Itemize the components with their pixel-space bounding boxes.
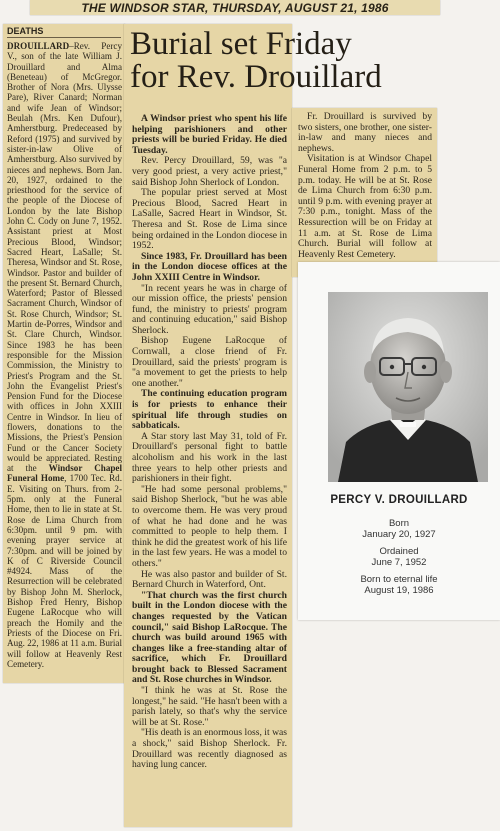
- article-paragraph: Fr. Drouillard is survived by two sisters, one brother, one sister-in-law and many nieces and nephews.: [298, 111, 432, 154]
- eternal-life-label: Born to eternal life: [360, 574, 438, 585]
- article-body: [132, 114, 287, 771]
- death-notice-text: [7, 41, 122, 669]
- born-date: January 20, 1927: [362, 529, 436, 540]
- article-lead: A Windsor priest who spent his life helping parishioners and other priests will be buried Friday. He died Tuesday.: [132, 113, 287, 156]
- article-continuation-clipping: [292, 108, 437, 277]
- death-notice-body: –Rev. Percy V., son of the late William J. Drouillard and Alma (Beneteau) of McGregor. Brother of Nora (Mrs. Ulysse Pare), River Canard; Norman and wife Jean of Windsor; Beulah (Mrs. Ken Dufour), Amherstburg. Predeceased by Reford (1975) and survived by sister-in-law Olive of Amherstburg. Also survived by nieces and nephews. Born Jan. 20, 1927, ordained to the priesthood for the service of the people of the Diocese of London by the late Bishop John C. Cody on June 7, 1952. Assistant priest at Most Precious Blood, Windsor; Sacred Heart, LaSalle; St. Theresa, Windsor and St. Rose, Windsor. Pastor and builder of the present St. Bernard Church, Waterford; Pastor of Blessed Sacrament Church, Windsor of St. Rose Church, Windsor; St. Martin de-Porres, Windsor and St. Clare Church, Windsor. Since 1983 he has been responsible for the Mission Commission, the Ministry to Priest's Program and the St. John the Evangelist Priest's Pension Fund for the Diocese with offices in John XXIII Centre in Windsor. In lieu of flowers, donations to the Missions, the Priest's Pension Fund or the Cancer Society would be appreciated. Resting at the: [7, 41, 122, 474]
- death-notice-clipping: [3, 24, 125, 683]
- article-headline: [130, 28, 420, 94]
- death-notice-name: DROUILLARD: [7, 41, 70, 51]
- article-paragraph: Since 1983, Fr. Drouillard has been in the London diocese offices at the John XXIII Centre in Windsor.: [132, 250, 287, 283]
- article-paragraph: Bishop Eugene LaRocque of Cornwall, a close friend of Fr. Drouillard, said the priests' program is "a movement to get the priests to help one another.": [132, 335, 287, 389]
- article-paragraph: "He had some personal problems," said Bishop Sherlock, "but he was able to overcome them. He was very proud of what he had done and he was committed to people to help them. I think he did the greatest work of his life in the last few years. He was a model to others.": [132, 483, 287, 569]
- deaths-section-label: DEATHS: [7, 26, 121, 38]
- masthead-strip: [30, 0, 440, 15]
- memorial-card: [298, 262, 500, 620]
- article-continuation-body: [298, 112, 432, 260]
- article-paragraph: "His death is an enormous loss, it was a shock," said Bishop Sherlock. Fr. Drouillard was recently diagnosed as having lung cancer.: [132, 727, 287, 771]
- article-paragraph: He was also pastor and builder of St. Bernard Church in Waterford, Ont.: [132, 568, 287, 591]
- born-label: Born: [388, 518, 410, 529]
- article-paragraph: Visitation is at Windsor Chapel Funeral Home from 2 p.m. to 5 p.m. today. He will be at St. Rose de Lima Church from 6:30 p.m. until 9 p.m. with evening prayer at 7:30 p.m., tonight. Mass of the Ressurection will be on Friday at 11 a.m. at St. Rose de Lima Church. Burial will follow at Heavenly Rest Cemetery.: [298, 153, 432, 260]
- article-paragraph: The popular priest served at Most Precious Blood, Sacred Heart in LaSalle, Sacred Heart in Windsor, St. Theresa and St. Rose de Lima since being ordained in the London diocese in 1952.: [132, 187, 287, 252]
- ordained-label: Ordained: [379, 546, 419, 557]
- article-paragraph: "In recent years he was in charge of our mission office, the priests' pension fund, the ministry to priests' program and continuing education," said Bishop Sherlock.: [132, 282, 287, 336]
- memorial-name: PERCY V. DROUILLARD: [330, 494, 468, 506]
- article-paragraph: "I think he was at St. Rose the longest," he said. "He hasn't been with a parish lately, so that's why the service will be at St. Rose.": [132, 685, 287, 728]
- article-paragraph: "That church was the first church built in the London diocese with the changes requested by the Vatican council," said Bishop LaRocque. The church was build around 1965 with changes like a free-standing altar of sacrifice, which Fr. Drouillard brought back to Blessed Sacrament and St. Rose churches in Windsor.: [132, 589, 287, 686]
- eternal-life-date: August 19, 1986: [364, 585, 434, 596]
- portrait-image: [328, 292, 488, 482]
- headline-line-1: Burial set Friday: [130, 26, 352, 62]
- masthead-text: THE WINDSOR STAR, THURSDAY, AUGUST 21, 1986: [81, 1, 389, 15]
- article-paragraph: Rev. Percy Drouillard, 59, was "a very good priest, a very active priest," said Bishop John Sherlock of London.: [132, 155, 287, 188]
- funeral-home-name: Windsor Chapel Funeral Home: [7, 463, 122, 484]
- priest-portrait-photo: [328, 292, 488, 482]
- ordained-date: June 7, 1952: [371, 557, 427, 568]
- death-notice-body-end: , 1700 Tec. Rd. E. Visiting on Thurs. from 2- 5pm. only at the Funeral Home, then to lie in state at St. Rose de Lima Church from 6:30pm. until 9 pm. with evening prayer service at 7:30pm. and will be joined by K of C Riverside Council #4924. Mass of the Resurrection will be celebrated by Bishop John M. Sherlock, Bishop Fred Henry, Bishop Eugene LaRocque who will preach the Homily and the Priests of the Diocese on Fri. Aug. 22, 1986 at 11 a.m. Burial will follow at Heavenly Rest Cemetery.: [7, 473, 122, 669]
- article-paragraph: A Star story last May 31, told of Fr. Drouillard's personal fight to battle alcoholism and his work in the last three years to help other priests and parishioners in their fight.: [132, 430, 287, 485]
- headline-line-2: for Rev. Drouillard: [130, 59, 382, 95]
- article-paragraph: The continuing education program is for priests to enhance their spiritual life through studies on sabbaticals.: [132, 388, 287, 432]
